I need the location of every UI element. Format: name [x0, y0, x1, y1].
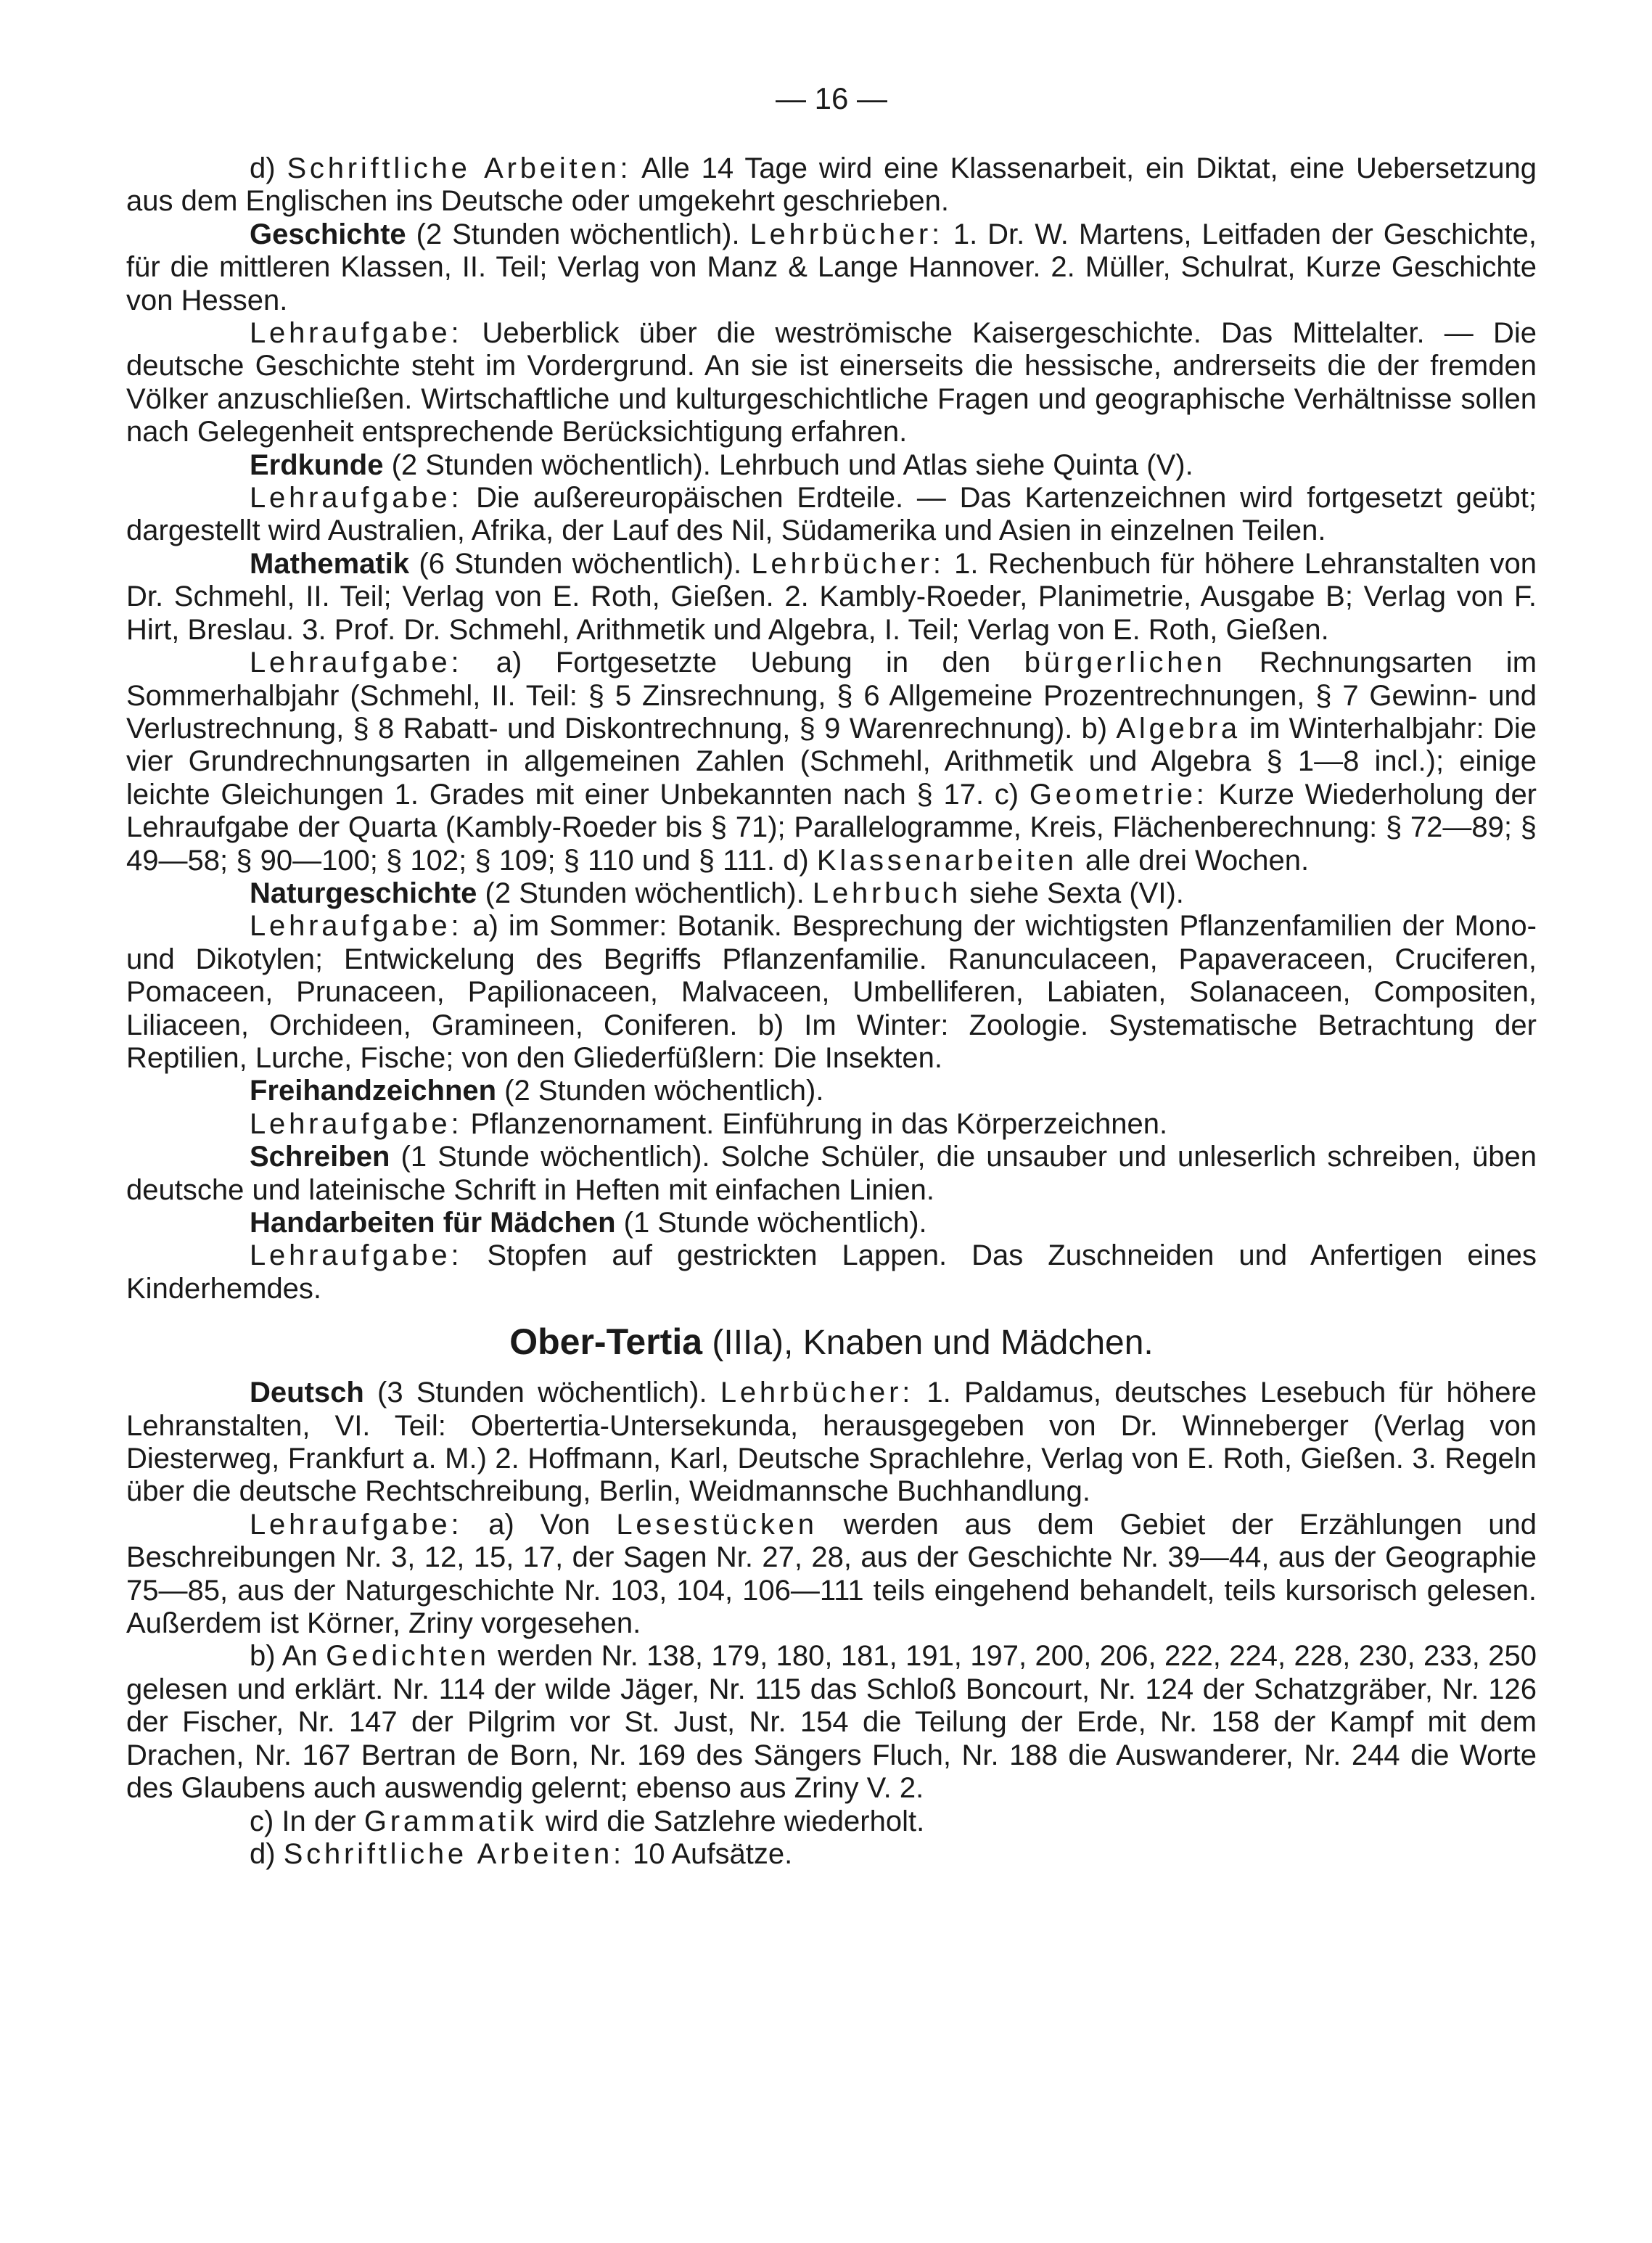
- spaced-label: Schriftliche Arbeiten:: [287, 152, 632, 184]
- text-run: (3 Stunden wöchentlich).: [363, 1377, 720, 1409]
- page-content: [126, 152, 1537, 1871]
- spaced-label: Schriftliche Arbeiten:: [283, 1837, 625, 1870]
- section-heading: [126, 1321, 1537, 1364]
- text-run: werden aus dem Gebiet der Erzählungen und Beschreibungen Nr. 3, 12, 15, 17, der Sagen Nr. 27, 28, aus der Geschichte Nr. 39—44, aus der Geographie 75—85, aus der Naturgeschichte Nr. 103, 104, 106—111 teils eingehend behandelt, teils kursorisch gelesen. Außerdem ist Körner, Zriny vorgesehen.: [126, 1508, 1537, 1640]
- paragraph-p14: [126, 1239, 1537, 1305]
- spaced-label: Geometrie:: [1029, 778, 1208, 811]
- spaced-label: Lehrbücher:: [749, 218, 943, 250]
- subject-title: Geschichte: [250, 218, 406, 250]
- spaced-label: Lehrbuch: [812, 877, 962, 909]
- spaced-label: Lesestücken: [616, 1508, 818, 1541]
- paragraph-p12: [126, 1141, 1537, 1207]
- spaced-label: bürgerlichen: [1024, 647, 1226, 679]
- paragraph-p9: [126, 910, 1537, 1075]
- text-run: c) In der: [250, 1805, 364, 1837]
- text-run: Die außereuropäischen Erdteile. — Das Kartenzeichnen wird fortgesetzt geübt; dargestellt wird Australien, Afrika, der Lauf des Nil, Südamerika und Asien in einzelnen Teilen.: [126, 482, 1537, 547]
- text-run: 1. Dr. W. Martens, Leitfaden der Geschichte, für die mittleren Klassen, II. Teil; Verlag von Manz & Lange Hannover. 2. Müller, Schulrat, Kurze Geschichte von Hessen.: [126, 218, 1537, 316]
- text-run: (2 Stunden wöchentlich).: [477, 877, 813, 909]
- paragraph-p13: [126, 1207, 1537, 1239]
- text-run: Rechnungsarten im Sommerhalbjahr (Schmehl, II. Teil: § 5 Zinsrechnung, § 6 Allgemeine Prozentrechnungen, § 7 Gewinn- und Verlustrechnung, § 8 Rabatt- und Diskontrechnung, § 9 Warenrechnung). b): [126, 647, 1537, 745]
- text-run: Pflanzenornament. Einführung in das Körperzeichnen.: [462, 1107, 1168, 1140]
- text-run: wird die Satzlehre wiederholt.: [537, 1805, 925, 1837]
- spaced-label: Klassenarbeiten: [816, 844, 1077, 877]
- spaced-label: Lehraufgabe:: [250, 1508, 463, 1541]
- text-run: d): [250, 152, 287, 184]
- text-run: siehe Sexta (VI).: [961, 877, 1184, 909]
- text-run: Ueberblick über die weströmische Kaisergeschichte. Das Mittelalter. — Die deutsche Geschichte steht im Vordergrund. An sie ist einerseits die hessische, andrerseits die der fremden Völker anzuschließen. Wirtschaftliche und kulturgeschichtliche Fragen und geographische Verhältnisse sollen nach Gelegenheit entsprechende Berücksichtigung erfahren.: [126, 317, 1537, 448]
- text-run: a) Von: [462, 1508, 617, 1541]
- subject-title: Naturgeschichte: [250, 877, 477, 909]
- spaced-label: Lehraufgabe:: [250, 482, 463, 514]
- text-run: (2 Stunden wöchentlich).: [496, 1075, 824, 1107]
- text-run: a) Fortgesetzte Uebung in den: [462, 647, 1024, 679]
- text-run: 1. Paldamus, deutsches Lesebuch für höhere Lehranstalten, VI. Teil: Obertertia-Untersekunda, herausgegeben von Dr. Winneberger (Verlag von Diesterweg, Frankfurt a. M.) 2. Hoffmann, Karl, Deutsche Sprachlehre, Verlag von E. Roth, Gießen. 3. Regeln über die deutsche Rechtschreibung, Berlin, Weidmannsche Buchhandlung.: [126, 1377, 1537, 1508]
- subject-title: Schreiben: [250, 1141, 390, 1173]
- spaced-label: Lehraufgabe:: [250, 647, 463, 679]
- paragraph-p8: [126, 877, 1537, 910]
- paragraph-p2: [126, 218, 1537, 317]
- subject-title: Mathematik: [250, 547, 410, 580]
- text-run: Stopfen auf gestrickten Lappen. Das Zuschneiden und Anfertigen eines Kinderhemdes.: [126, 1239, 1537, 1305]
- text-run: (1 Stunde wöchentlich).: [615, 1207, 927, 1239]
- spaced-label: Lehraufgabe:: [250, 1239, 463, 1272]
- text-run: 1. Rechenbuch für höhere Lehranstalten von Dr. Schmehl, II. Teil; Verlag von E. Roth, Gießen. 2. Kambly-Roeder, Planimetrie, Ausgabe B; Verlag von F. Hirt, Breslau. 3. Prof. Dr. Schmehl, Arithmetik und Algebra, I. Teil; Verlag von E. Roth, Gießen.: [126, 547, 1537, 646]
- text-run: (1 Stunde wöchentlich). Solche Schüler, die unsauber und unleserlich schreiben, üben deutsche und lateinische Schrift in Heften mit einfachen Linien.: [126, 1141, 1537, 1206]
- spaced-label: Lehraufgabe:: [250, 910, 463, 943]
- spaced-label: Lehraufgabe:: [250, 317, 463, 350]
- spaced-label: Algebra: [1116, 712, 1241, 745]
- text-run: 10 Aufsätze.: [624, 1837, 793, 1870]
- document-page: [126, 81, 1537, 1871]
- spaced-label: Lehraufgabe:: [250, 1107, 463, 1140]
- text-run: Kurze Wiederholung der Lehraufgabe der Quarta (Kambly-Roeder bis § 71); Parallelogramme, Kreis, Flächenberechnung: § 72—89; § 49—58; § 90—100; § 102; § 109; § 110 und § 111. d): [126, 778, 1537, 877]
- subject-title: Deutsch: [250, 1377, 364, 1409]
- spaced-label: Lehrbücher:: [720, 1377, 914, 1409]
- text-run: a) im Sommer: Botanik. Besprechung der wichtigsten Pflanzenfamilien der Mono- und Dikotylen; Entwickelung des Begriffs Pflanzenfamilie. Ranunculaceen, Papaveraceen, Cruciferen, Pomaceen, Prunaceen, Papilionaceen, Malvaceen, Umbelliferen, Labiaten, Solanaceen, Compositen, Liliaceen, Orchideen, Gramineen, Coniferen. b) Im Winter: Zoologie. Systematische Betrachtung der Reptilien, Lurche, Fische; von den Gliederfüßlern: Die Insekten.: [126, 910, 1537, 1074]
- paragraph-p7: [126, 647, 1537, 877]
- text-run: alle drei Wochen.: [1077, 844, 1310, 877]
- paragraph-q4: [126, 1805, 1537, 1838]
- spaced-label: Grammatik: [363, 1805, 538, 1837]
- paragraph-q5: [126, 1838, 1537, 1871]
- paragraph-p5: [126, 482, 1537, 548]
- paragraph-p11: [126, 1108, 1537, 1141]
- text-run: b) An: [250, 1640, 326, 1673]
- text-run: werden Nr. 138, 179, 180, 181, 191, 197, 200, 206, 222, 224, 228, 230, 233, 250 gelesen und erklärt. Nr. 114 der wilde Jäger, Nr. 115 das Schloß Boncourt, Nr. 124 der Schatzgräber, Nr. 126 der Fischer, Nr. 147 der Pilgrim vor St. Just, Nr. 154 die Teilung der Erde, Nr. 158 der Kampf mit dem Drachen, Nr. 167 Bertran de Born, Nr. 169 des Sängers Fluch, Nr. 188 die Auswanderer, Nr. 244 die Worte des Glaubens auch auswendig gelernt; ebenso aus Zriny V. 2.: [126, 1640, 1537, 1805]
- text-run: (2 Stunden wöchentlich).: [406, 218, 750, 250]
- section-heading-sub: (IIIa), Knaben und Mädchen.: [702, 1324, 1154, 1363]
- text-run: Alle 14 Tage wird eine Klassenarbeit, ein Diktat, eine Uebersetzung aus dem Englischen ins Deutsche oder umgekehrt geschrieben.: [126, 152, 1537, 218]
- section-heading-main: Ober-Tertia: [509, 1321, 703, 1363]
- paragraph-p3: [126, 317, 1537, 449]
- paragraph-p1: [126, 152, 1537, 218]
- subject-title: Handarbeiten für Mädchen: [250, 1207, 616, 1239]
- subject-title: Freihandzeichnen: [250, 1075, 497, 1107]
- paragraph-p6: [126, 548, 1537, 647]
- paragraph-q3: [126, 1640, 1537, 1805]
- spaced-label: Lehrbücher:: [751, 547, 945, 580]
- spaced-label: Gedichten: [326, 1640, 490, 1673]
- page-number: — 16 —: [775, 81, 888, 115]
- text-run: im Winterhalbjahr: Die vier Grundrechnungsarten in allgemeinen Zahlen (Schmehl, Arithmetik und Algebra § 1—8 incl.); einige leichte Gleichungen 1. Grades mit einer Unbekannten nach § 17. c): [126, 712, 1537, 811]
- text-run: (6 Stunden wöchentlich).: [409, 547, 752, 580]
- paragraph-q1: [126, 1377, 1537, 1509]
- text-run: d): [250, 1837, 284, 1870]
- paragraph-p10: [126, 1075, 1537, 1107]
- subject-title: Erdkunde: [250, 448, 384, 481]
- text-run: (2 Stunden wöchentlich). Lehrbuch und Atlas siehe Quinta (V).: [383, 448, 1193, 481]
- paragraph-q2: [126, 1509, 1537, 1641]
- paragraph-p4: [126, 449, 1537, 482]
